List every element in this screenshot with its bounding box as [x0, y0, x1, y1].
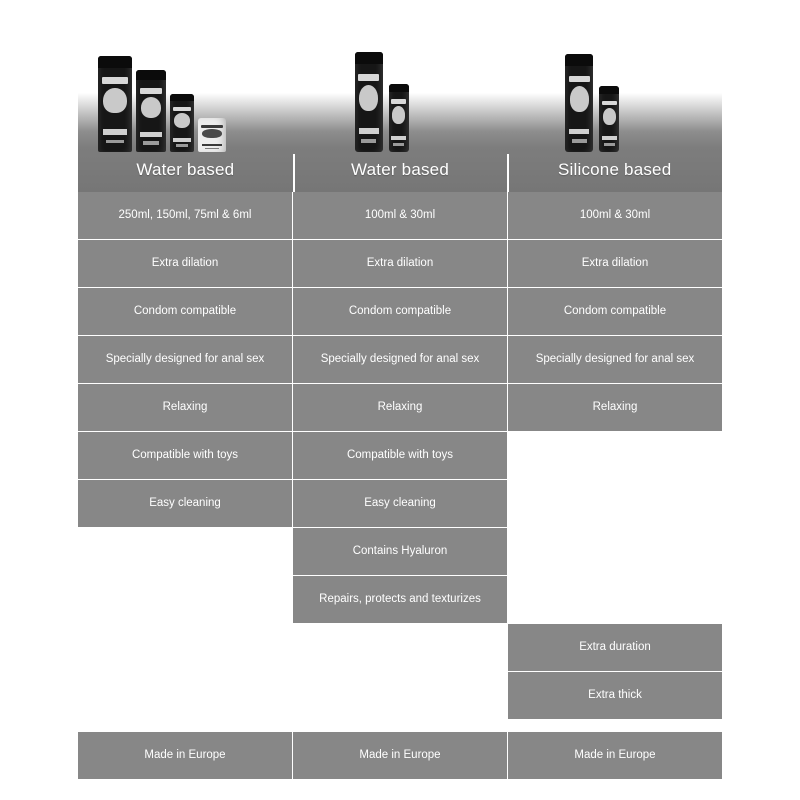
bottle-label-bar: [359, 128, 379, 134]
tube-label-top: [102, 77, 128, 84]
column-header-1: [78, 32, 293, 192]
bottle-label-top: [358, 74, 379, 81]
product-tube-250ml: [98, 56, 132, 152]
cell-anal-sex-design-col1: Specially designed for anal sex: [78, 336, 292, 383]
cell-anal-sex-design-col3: Specially designed for anal sex: [508, 336, 722, 383]
cell-repairs-col3: [508, 576, 722, 623]
bottle-label-face: [570, 86, 589, 111]
table-row: [78, 576, 722, 623]
box-label-bar: [202, 144, 222, 146]
product-image-group-3: [507, 42, 722, 152]
box-label-face: [202, 129, 221, 138]
feature-grid: [78, 192, 722, 780]
cell-extra-dilation-col2: Extra dilation: [293, 240, 507, 287]
table-row: [78, 432, 722, 479]
column-header-2: [293, 32, 508, 192]
tube-cap-icon: [170, 94, 194, 101]
bottle-label-face: [392, 106, 406, 124]
tube-label-sub: [143, 141, 159, 144]
cell-toy-compatible-col3: [508, 432, 722, 479]
cell-made-in-europe-col1: Made in Europe: [78, 732, 292, 779]
bottle-label-face: [359, 85, 378, 111]
cell-condom-compatible-col2: Condom compatible: [293, 288, 507, 335]
cell-easy-cleaning-col3: [508, 480, 722, 527]
bottle-cap-icon: [355, 52, 383, 64]
tube-label-face: [103, 88, 126, 113]
bottle-cap-icon: [565, 54, 593, 66]
cell-extra-thick-col2: [293, 672, 507, 719]
tube-label-bar: [103, 129, 128, 135]
tube-cap-icon: [136, 70, 166, 80]
bottle-label-sub: [393, 143, 403, 146]
cell-hyaluron-col2: Contains Hyaluron: [293, 528, 507, 575]
cell-made-in-europe-col3: Made in Europe: [508, 732, 722, 779]
table-row: [78, 240, 722, 287]
cell-sizes-col3: 100ml & 30ml: [508, 192, 722, 239]
cell-made-in-europe-col2: Made in Europe: [293, 732, 507, 779]
cell-toy-compatible-col1: Compatible with toys: [78, 432, 292, 479]
bottle-label-top: [602, 101, 617, 106]
bottle-label-bar: [391, 136, 405, 140]
cell-repairs-col1: [78, 576, 292, 623]
cell-anal-sex-design-col2: Specially designed for anal sex: [293, 336, 507, 383]
cell-sizes-col1: 250ml, 150ml, 75ml & 6ml: [78, 192, 292, 239]
table-row: [78, 336, 722, 383]
tube-label-face: [141, 97, 161, 118]
cell-hyaluron-col1: [78, 528, 292, 575]
product-bottle-100ml: [565, 54, 593, 152]
tube-label-sub: [106, 140, 124, 144]
row-gap: [78, 720, 722, 732]
cell-extra-duration-col1: [78, 624, 292, 671]
table-row: [78, 732, 722, 779]
bottle-label-sub: [572, 139, 587, 143]
bottle-label-bar: [602, 136, 616, 140]
bottle-label-bar: [569, 129, 589, 135]
cell-hyaluron-col3: [508, 528, 722, 575]
cell-condom-compatible-col3: Condom compatible: [508, 288, 722, 335]
cell-relaxing-col1: Relaxing: [78, 384, 292, 431]
tube-label-bar: [140, 132, 162, 137]
cell-sizes-col2: 100ml & 30ml: [293, 192, 507, 239]
cell-relaxing-col2: Relaxing: [293, 384, 507, 431]
product-image-group-2: [293, 42, 508, 152]
column-title-1: Water based: [136, 160, 235, 179]
table-row: [78, 480, 722, 527]
tube-label-top: [140, 88, 163, 94]
table-row: [78, 288, 722, 335]
column-title-3: Silicone based: [557, 160, 672, 179]
product-tube-75ml: [170, 94, 194, 152]
table-row: [78, 672, 722, 719]
table-row: [78, 624, 722, 671]
cell-toy-compatible-col2: Compatible with toys: [293, 432, 507, 479]
cell-condom-compatible-col1: Condom compatible: [78, 288, 292, 335]
column-title-2: Water based: [351, 160, 449, 179]
cell-easy-cleaning-col1: Easy cleaning: [78, 480, 292, 527]
bottle-label-sub: [604, 143, 614, 146]
product-image-group-1: [78, 42, 293, 152]
box-label-sub: [205, 148, 220, 149]
product-bottle-30ml: [599, 86, 619, 152]
cell-extra-thick-col3: Extra thick: [508, 672, 722, 719]
tube-label-sub: [176, 144, 189, 146]
product-tube-150ml: [136, 70, 166, 152]
bottle-label-top: [569, 76, 590, 83]
cell-repairs-col2: Repairs, protects and texturizes: [293, 576, 507, 623]
tube-cap-icon: [98, 56, 132, 68]
tube-label-top: [173, 107, 191, 111]
table-row: [78, 384, 722, 431]
cell-extra-dilation-col3: Extra dilation: [508, 240, 722, 287]
table-row: [78, 528, 722, 575]
box-label-top: [201, 125, 222, 127]
product-box-6ml: [198, 118, 226, 152]
cell-extra-thick-col1: [78, 672, 292, 719]
bottle-label-sub: [361, 139, 376, 143]
cell-easy-cleaning-col2: Easy cleaning: [293, 480, 507, 527]
product-bottle-30ml: [389, 84, 409, 152]
tube-label-bar: [173, 138, 190, 141]
bottle-label-top: [391, 99, 406, 104]
cell-relaxing-col3: Relaxing: [508, 384, 722, 431]
columns-header: [78, 32, 722, 192]
bottle-label-face: [603, 108, 617, 125]
cell-extra-duration-col2: [293, 624, 507, 671]
bottle-cap-icon: [389, 84, 409, 92]
table-row: [78, 192, 722, 239]
bottle-cap-icon: [599, 86, 619, 94]
cell-extra-duration-col3: Extra duration: [508, 624, 722, 671]
cell-extra-dilation-col1: Extra dilation: [78, 240, 292, 287]
product-bottle-100ml: [355, 52, 383, 152]
tube-label-face: [174, 113, 190, 128]
column-header-3: [507, 32, 722, 192]
